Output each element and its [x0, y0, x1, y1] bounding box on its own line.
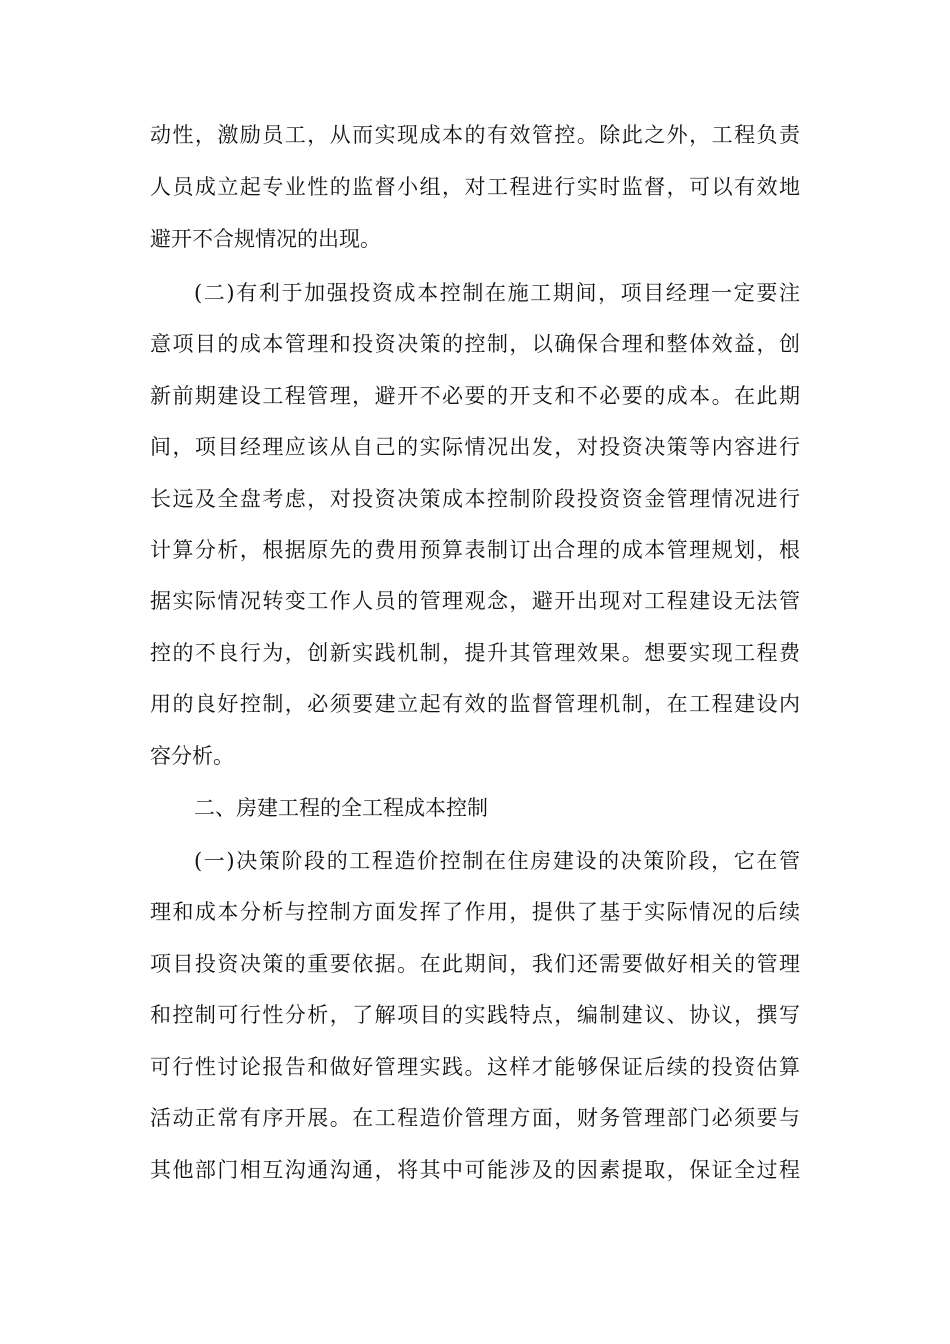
- paragraph-3-line-2: 理和成本分析与控制方面发挥了作用，提供了基于实际情况的后续: [150, 900, 800, 924]
- paragraph-2-line-6: 计算分析，根据原先的费用预算表制订出合理的成本管理规划，根: [150, 538, 800, 562]
- paragraph-2-line-5: 长远及全盘考虑，对投资决策成本控制阶段投资资金管理情况进行: [150, 487, 800, 511]
- paragraph-2-line-1: (二)有利于加强投资成本控制在施工期间，项目经理一定要注: [194, 281, 800, 305]
- paragraph-3-line-5: 可行性讨论报告和做好管理实践。这样才能够保证后续的投资估算: [150, 1055, 800, 1079]
- paragraph-3-line-6: 活动正常有序开展。在工程造价管理方面，财务管理部门必须要与: [150, 1106, 800, 1130]
- paragraph-3-line-7: 其他部门相互沟通沟通，将其中可能涉及的因素提取，保证全过程: [150, 1158, 800, 1182]
- section-heading: 二、房建工程的全工程成本控制: [194, 796, 488, 820]
- paragraph-2-line-2: 意项目的成本管理和投资决策的控制，以确保合理和整体效益，创: [150, 332, 800, 356]
- paragraph-3-line-1: (一)决策阶段的工程造价控制在住房建设的决策阶段，它在管: [194, 849, 800, 873]
- paragraph-1-line-1: 动性，激励员工，从而实现成本的有效管控。除此之外，工程负责: [150, 123, 800, 147]
- paragraph-1-line-3: 避开不合规情况的出现。: [150, 227, 381, 251]
- paragraph-2-line-4: 间，项目经理应该从自己的实际情况出发，对投资决策等内容进行: [150, 435, 800, 459]
- paragraph-2-line-10: 容分析。: [150, 744, 234, 768]
- paragraph-2-line-9: 用的良好控制，必须要建立起有效的监督管理机制，在工程建设内: [150, 692, 800, 716]
- paragraph-3-line-3: 项目投资决策的重要依据。在此期间，我们还需要做好相关的管理: [150, 952, 800, 976]
- paragraph-1-line-2: 人员成立起专业性的监督小组，对工程进行实时监督，可以有效地: [150, 175, 800, 199]
- paragraph-3-line-4: 和控制可行性分析，了解项目的实践特点，编制建议、协议，撰写: [150, 1003, 800, 1027]
- paragraph-2-line-8: 控的不良行为，创新实践机制，提升其管理效果。想要实现工程费: [150, 641, 800, 665]
- paragraph-2-line-3: 新前期建设工程管理，避开不必要的开支和不必要的成本。在此期: [150, 384, 800, 408]
- paragraph-2-line-7: 据实际情况转变工作人员的管理观念，避开出现对工程建设无法管: [150, 589, 800, 613]
